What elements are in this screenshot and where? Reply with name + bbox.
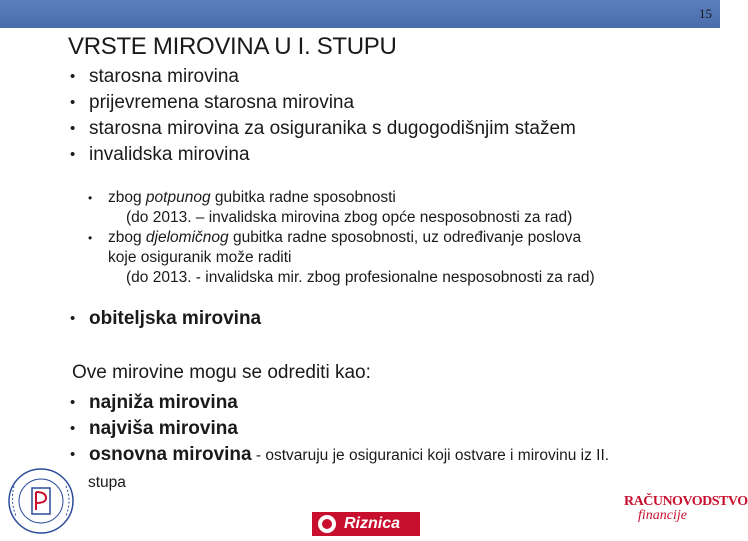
- basic-pension-note-cont: stupa: [88, 474, 126, 491]
- list-item-label: obiteljska mirovina: [89, 308, 262, 329]
- intro-text: Ove mirovine mogu se odrediti kao:: [72, 362, 371, 383]
- seal-icon: [318, 515, 336, 533]
- list-item: [70, 142, 576, 168]
- page-number: 15: [699, 6, 712, 21]
- list-item-label: najviša mirovina: [89, 418, 238, 439]
- institution-logo: [6, 466, 76, 536]
- list-item-label: osnovna mirovina: [89, 444, 252, 465]
- basic-pension-note: - ostvaruju je osiguranici koji ostvare i mirovinu iz II.: [251, 447, 610, 464]
- list-item: [70, 306, 261, 332]
- list-item-label: najniža mirovina: [89, 392, 238, 413]
- riznica-logo: Riznica: [312, 512, 420, 536]
- list-item-label: starosna mirovina za osiguranika s dugogodišnjim stažem: [89, 118, 576, 139]
- sub-item-full-disability: • zbog potpunog gubitka radne sposobnosti (do 2013. – invalidska mirovina zbog opće nesposobnosti za rad): [88, 188, 595, 228]
- disability-sublist: [88, 188, 595, 288]
- list-item-label: invalidska mirovina: [89, 144, 250, 165]
- list-item: [70, 442, 609, 469]
- list-item: [70, 390, 609, 416]
- emphasis-text: potpunog: [145, 189, 211, 206]
- list-item: [70, 416, 609, 442]
- list-item: [70, 64, 576, 90]
- racunovodstvo-logo: RAČUNOVODSTVO financije: [624, 494, 748, 523]
- pension-types-list: [70, 64, 576, 168]
- slide-title: VRSTE MIROVINA U I. STUPU: [68, 33, 397, 60]
- list-item-label: starosna mirovina: [89, 66, 239, 87]
- emphasis-text: djelomičnog: [145, 229, 229, 246]
- list-item-label: prijevremena starosna mirovina: [89, 92, 355, 113]
- list-item: [70, 90, 576, 116]
- family-pension-list: [70, 306, 261, 332]
- determination-list: [70, 390, 609, 469]
- note-text: (do 2013. – invalidska mirovina zbog opće nesposobnosti za rad): [126, 209, 573, 226]
- top-bar: [0, 0, 720, 28]
- sub-item-partial-disability: • zbog djelomičnog gubitka radne sposobnosti, uz određivanje poslova koje osiguranik može raditi (do 2013. - invalidska mir. zbog profesionalne nesposobnosti za rad): [88, 228, 595, 288]
- list-item: [70, 116, 576, 142]
- note-text: (do 2013. - invalidska mir. zbog profesionalne nesposobnosti za rad): [126, 269, 595, 286]
